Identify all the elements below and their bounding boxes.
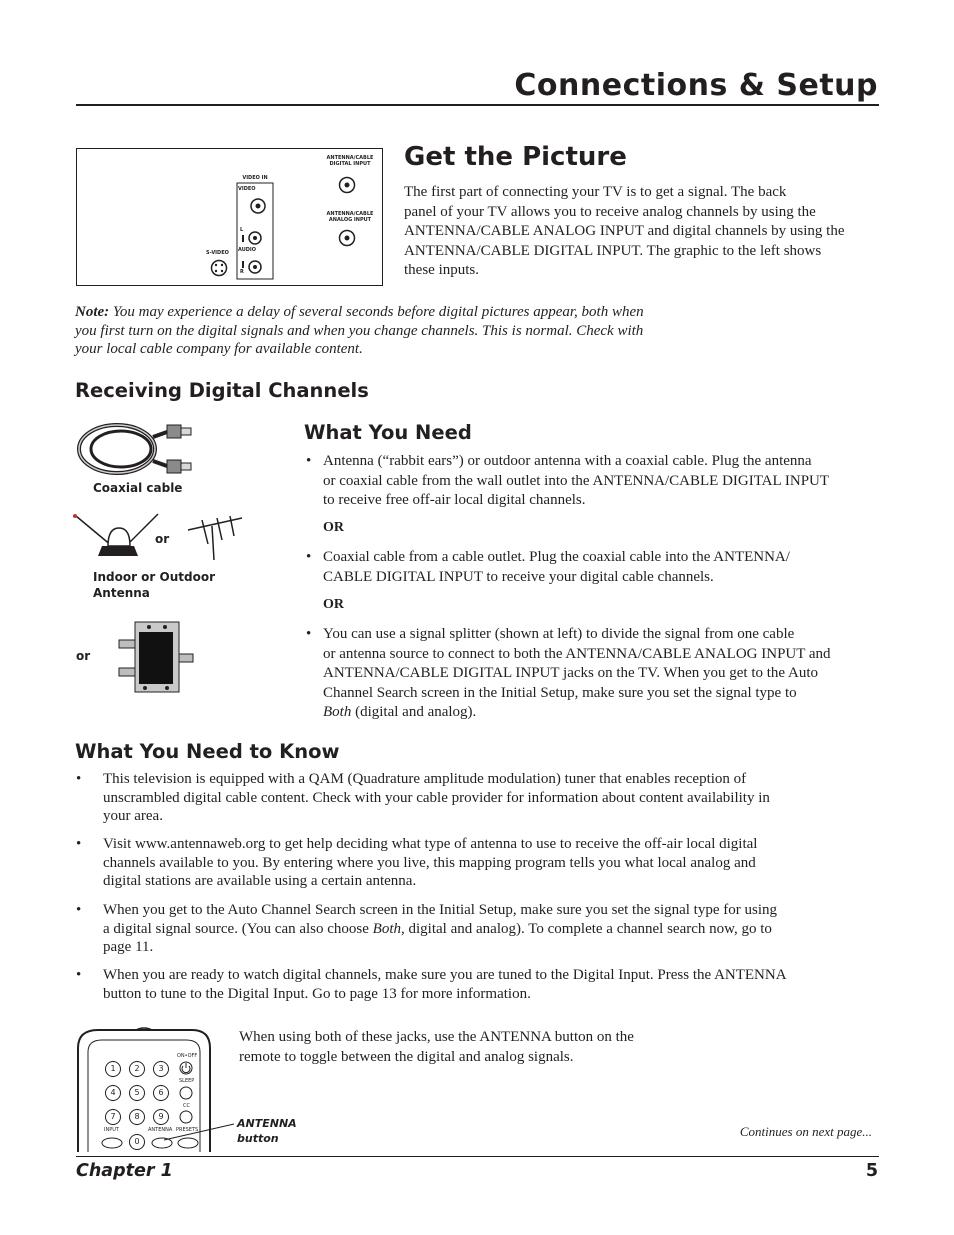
coaxial-cable-illustration	[75, 420, 195, 478]
s-video-pin	[221, 270, 223, 272]
remote-key-5: 5	[129, 1085, 145, 1101]
bullet-line-text: a digital signal source. (You can also choose	[103, 920, 373, 937]
tv-back-panel-illustration	[76, 148, 383, 286]
splitter-screw	[163, 625, 167, 629]
bullet-line	[103, 920, 885, 939]
sleep-button	[180, 1087, 192, 1099]
bullet-icon: •	[76, 902, 82, 918]
splitter-face	[139, 632, 173, 684]
coaxial-cable-caption: Coaxial cable	[93, 481, 183, 495]
need-bullet-2	[304, 548, 884, 587]
paragraph-line: remote to toggle between the digital and analog signals.	[239, 1048, 574, 1065]
s-video-label: S-VIDEO	[206, 250, 229, 256]
paragraph-line: The first part of connecting your TV is to get a signal. The back	[404, 184, 787, 200]
remote-note-paragraph	[239, 1028, 719, 1067]
know-bullet-4	[75, 966, 885, 1003]
bullet-line: page 11.	[103, 939, 154, 955]
rabbit-ear-right	[126, 514, 158, 546]
splitter-screw	[147, 625, 151, 629]
bullet-line: or coaxial cable from the wall outlet into the ANTENNA/CABLE DIGITAL INPUT	[323, 472, 830, 489]
emphasis: Both	[323, 704, 352, 720]
connector-tip	[181, 428, 191, 435]
outdoor-antenna-element	[202, 520, 208, 544]
remote-onoff-label: ON•OFF	[177, 1053, 198, 1059]
emphasis: Both,	[372, 920, 405, 937]
antenna-callout-line	[150, 1120, 240, 1144]
know-bullet-2	[75, 835, 885, 891]
what-you-need-heading: What You Need	[304, 421, 472, 444]
remote-sleep-label: SLEEP	[179, 1078, 195, 1084]
remote-cc-label: CC	[183, 1103, 190, 1109]
input-button	[102, 1138, 122, 1148]
header-rule	[76, 104, 879, 106]
bullet-icon: •	[306, 453, 312, 469]
antenna-base	[98, 546, 138, 556]
remote-key-7: 7	[105, 1109, 121, 1125]
bullet-line: to receive free off-air local digital channels.	[323, 492, 586, 508]
need-bullet-1	[304, 452, 884, 511]
paragraph-line: ANTENNA/CABLE DIGITAL INPUT. The graphic to the left shows	[404, 242, 822, 259]
callout-line: ANTENNA	[237, 1117, 297, 1130]
bullet-line: or antenna source to connect to both the ANTENNA/CABLE ANALOG INPUT and	[323, 645, 831, 662]
note-block	[75, 303, 735, 359]
or-label-splitter: or	[76, 649, 91, 663]
bullet-line-text: digital and analog). To complete a channel search now, go to	[404, 920, 772, 937]
splitter-port	[119, 640, 135, 648]
bullet-line: Channel Search screen in the Initial Setup, make sure you set the signal type to	[323, 684, 797, 701]
paragraph-line: ANTENNA/CABLE ANALOG INPUT and digital channels by using the	[404, 223, 845, 239]
receiving-digital-channels-heading: Receiving Digital Channels	[75, 379, 369, 402]
remote-antenna-label: ANTENNA	[148, 1127, 173, 1133]
or-separator: OR	[323, 597, 344, 612]
s-video-pin	[215, 264, 217, 266]
outdoor-antenna-mast	[212, 526, 214, 560]
what-you-need-to-know-heading: What You Need to Know	[75, 740, 340, 763]
bullet-line: When you get to the Auto Channel Search screen in the Initial Setup, make sure you set the signal type for using	[103, 902, 778, 918]
bullet-line: your area.	[103, 808, 163, 824]
antenna-caption	[93, 569, 215, 601]
know-bullet-3	[75, 901, 885, 957]
analog-input-label: ANTENNA/CABLE ANALOG INPUT	[326, 211, 374, 223]
ear-tip	[73, 514, 77, 518]
rabbit-ear-left	[76, 516, 112, 546]
need-bullet-3	[304, 625, 884, 723]
cable-end	[153, 461, 167, 466]
paragraph-line: panel of your TV allows you to receive analog channels by using the	[404, 203, 816, 220]
s-video-jack	[212, 261, 227, 276]
remote-key-9: 9	[153, 1109, 169, 1125]
bullet-icon: •	[76, 771, 82, 787]
video-jack-pin	[256, 204, 261, 209]
get-the-picture-paragraph	[404, 183, 884, 281]
signal-splitter-illustration	[115, 618, 197, 696]
bullet-line: CABLE DIGITAL INPUT to receive your digital cable channels.	[323, 568, 714, 585]
remote-key-4: 4	[105, 1085, 121, 1101]
remote-input-label: INPUT	[104, 1127, 119, 1133]
splitter-port	[179, 654, 193, 662]
antenna-button-callout	[237, 1116, 297, 1146]
cable-loop-inner	[91, 431, 151, 467]
splitter-port	[119, 668, 135, 676]
audio-label: AUDIO	[238, 247, 257, 253]
callout-leader	[164, 1124, 234, 1140]
paragraph-line: these inputs.	[404, 262, 479, 278]
remote-key-8: 8	[129, 1109, 145, 1125]
bullet-icon: •	[76, 967, 82, 983]
antenna-loop	[108, 528, 130, 546]
video-label: VIDEO	[238, 186, 256, 192]
splitter-screw	[143, 686, 147, 690]
bullet-line: This television is equipped with a QAM (Quadrature amplitude modulation) tuner that enables reception of	[103, 771, 747, 787]
video-in-label: VIDEO IN	[242, 175, 268, 181]
or-separator: OR	[323, 520, 344, 535]
bullet-line	[323, 703, 884, 723]
footer-rule	[76, 1156, 879, 1157]
bullet-line: digital stations are available using a certain antenna.	[103, 873, 417, 889]
antenna-caption-line: Antenna	[93, 586, 150, 600]
note-line: your local cable company for available content.	[75, 341, 363, 357]
connector	[167, 425, 181, 438]
analog-antenna-jack-pin	[345, 236, 350, 241]
audio-l-label: L	[240, 227, 244, 233]
note-line: You may experience a delay of several seconds before digital pictures appear, both when	[112, 304, 644, 320]
callout-line: button	[237, 1132, 279, 1145]
page-header-title: Connections & Setup	[514, 68, 878, 103]
bullet-line: unscrambled digital cable content. Check with your cable provider for information about content availability in	[103, 789, 770, 806]
audio-r-label: R	[240, 269, 244, 275]
or-label-antenna: or	[155, 532, 170, 546]
note-label: Note:	[75, 304, 110, 320]
bullet-line-text: (digital and analog).	[351, 704, 477, 720]
bullet-icon: •	[306, 549, 312, 565]
bullet-line: Antenna (“rabbit ears”) or outdoor antenna with a coaxial cable. Plug the antenna	[323, 453, 812, 469]
know-bullet-1	[75, 770, 885, 826]
digital-antenna-jack-pin	[345, 183, 350, 188]
footer-page-number: 5	[865, 1161, 878, 1181]
audio-r-mark	[242, 261, 244, 268]
remote-key-2: 2	[129, 1061, 145, 1077]
bullet-icon: •	[306, 626, 312, 642]
bullet-line: ANTENNA/CABLE DIGITAL INPUT jacks on the TV. When you get to the Auto	[323, 665, 818, 681]
audio-l-jack-pin	[253, 236, 257, 240]
remote-key-0: 0	[129, 1134, 145, 1150]
outdoor-antenna-element	[230, 516, 234, 536]
splitter-screw	[165, 686, 169, 690]
remote-presets-label: PRESETS	[176, 1127, 199, 1133]
bullet-icon: •	[76, 836, 82, 852]
bullet-line: When you are ready to watch digital channels, make sure you are tuned to the Digital Input. Press the ANTENNA	[103, 967, 787, 983]
paragraph-line: When using both of these jacks, use the ANTENNA button on the	[239, 1029, 634, 1045]
remote-key-6: 6	[153, 1085, 169, 1101]
audio-l-mark	[242, 235, 244, 242]
bullet-line: You can use a signal splitter (shown at left) to divide the signal from one cable	[323, 626, 795, 642]
digital-input-label: ANTENNA/CABLE DIGITAL INPUT	[326, 155, 374, 167]
bullet-line: button to tune to the Digital Input. Go to page 13 for more information.	[103, 985, 531, 1002]
note-line: you first turn on the digital signals and when you change channels. This is normal. Check with	[75, 322, 644, 339]
cable-end	[153, 432, 167, 437]
outdoor-antenna-boom	[188, 518, 242, 530]
remote-key-3: 3	[153, 1061, 169, 1077]
continues-note: Continues on next page...	[739, 1124, 872, 1139]
bullet-line: Visit www.antennaweb.org to get help deciding what type of antenna to use to receive the off-air local digital	[103, 836, 758, 852]
remote-key-1: 1	[105, 1061, 121, 1077]
s-video-pin	[215, 270, 217, 272]
bullet-line: channels available to you. By entering where you live, this mapping program tells you what local analog and	[103, 854, 756, 871]
antenna-caption-line: Indoor or Outdoor	[93, 570, 215, 584]
connector-tip	[181, 463, 191, 470]
connector	[167, 460, 181, 473]
bullet-line: Coaxial cable from a cable outlet. Plug the coaxial cable into the ANTENNA/	[323, 549, 790, 565]
get-the-picture-heading: Get the Picture	[404, 142, 627, 172]
audio-r-jack-pin	[253, 265, 257, 269]
outdoor-antenna-element	[217, 518, 222, 540]
s-video-pin	[221, 264, 223, 266]
footer-chapter: Chapter 1	[76, 1161, 173, 1181]
